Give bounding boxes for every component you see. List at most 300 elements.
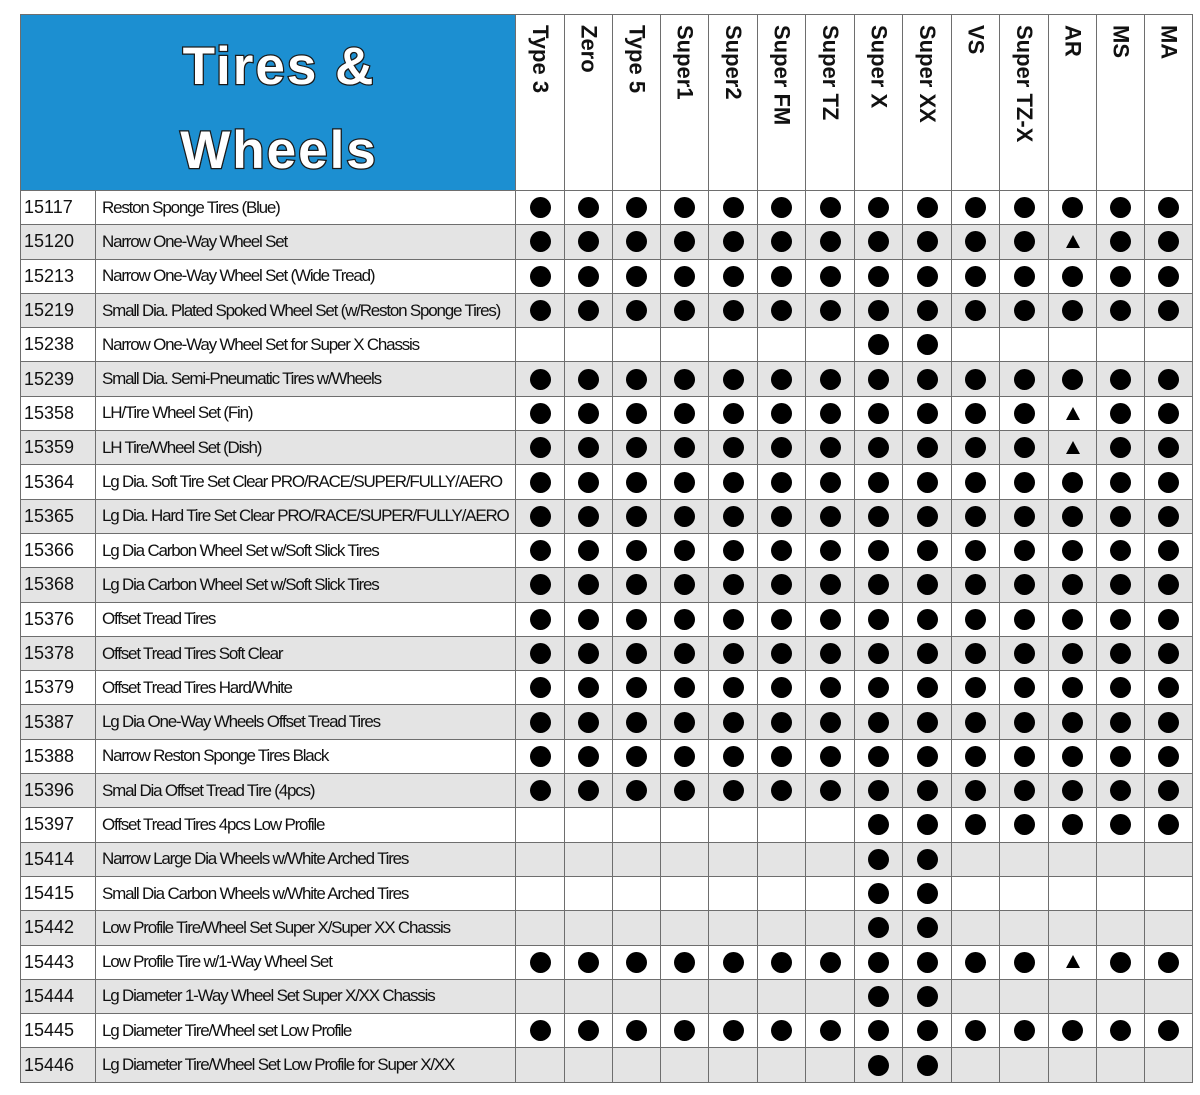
dot-icon [868,952,889,973]
dot-icon [965,197,986,218]
dot-icon [1158,746,1179,767]
compat-cell [1049,533,1097,567]
dot-icon [1110,780,1131,801]
compat-cell [709,191,758,225]
compat-cell [903,328,952,362]
compat-cell [903,533,952,567]
dot-icon [771,1020,792,1041]
compat-cell [661,568,709,602]
dot-icon [917,540,938,561]
compat-cell [758,842,806,876]
dot-icon [965,472,986,493]
compat-cell [758,191,806,225]
compat-cell [806,259,855,293]
dot-icon [965,266,986,287]
dot-icon [530,231,551,252]
compat-cell [1145,465,1193,499]
compat-cell [1145,1014,1193,1048]
compat-cell [806,499,855,533]
dot-icon [820,506,841,527]
compat-cell [1049,396,1097,430]
dot-icon [1062,266,1083,287]
compat-cell [903,979,952,1013]
dot-icon [965,780,986,801]
dot-icon [868,197,889,218]
compat-cell [709,979,758,1013]
dot-icon [626,231,647,252]
dot-icon [917,300,938,321]
compat-cell [613,568,661,602]
dot-icon [674,403,695,424]
compat-cell [806,1048,855,1082]
compat-cell [855,568,903,602]
compat-cell [806,911,855,945]
compat-cell [903,808,952,842]
model-header-super-xx [903,15,952,191]
compat-cell [952,671,1000,705]
dot-icon [723,1020,744,1041]
dot-icon [868,814,889,835]
compat-cell [516,362,565,396]
compat-cell [1145,362,1193,396]
dot-icon [1062,506,1083,527]
triangle-icon [1066,235,1080,248]
dot-icon [578,369,599,390]
compat-cell [1097,808,1145,842]
dot-icon [868,369,889,390]
compat-cell [613,259,661,293]
dot-icon [674,746,695,767]
dot-icon [1158,540,1179,561]
triangle-icon [1066,407,1080,420]
compat-cell [709,293,758,327]
part-name: Small Dia. Semi-Pneumatic Tires w/Wheels [96,362,516,396]
compat-cell [661,465,709,499]
dot-icon [1158,1020,1179,1041]
compat-cell [1049,671,1097,705]
compat-cell [1049,979,1097,1013]
part-name: Narrow Reston Sponge Tires Black [96,739,516,773]
compat-cell [903,568,952,602]
compat-cell [1145,774,1193,808]
table-row [21,396,1193,430]
table-row [21,739,1193,773]
compat-cell [855,602,903,636]
dot-icon [771,780,792,801]
model-header-zero [565,15,613,191]
compat-cell [1049,259,1097,293]
dot-icon [1062,677,1083,698]
compat-cell [565,979,613,1013]
compat-cell [1145,328,1193,362]
dot-icon [820,540,841,561]
dot-icon [578,266,599,287]
compat-cell [758,1048,806,1082]
compat-cell [661,671,709,705]
dot-icon [1158,197,1179,218]
part-name: Small Dia Carbon Wheels w/White Arched Tires [96,876,516,910]
dot-icon [771,540,792,561]
dot-icon [626,369,647,390]
compat-cell [855,705,903,739]
compat-cell [855,499,903,533]
compat-cell [565,293,613,327]
dot-icon [868,883,889,904]
table-row [21,191,1193,225]
dot-icon [917,643,938,664]
compat-cell [1000,876,1049,910]
dot-icon [578,780,599,801]
part-name: Lg Dia. Hard Tire Set Clear PRO/RACE/SUPER/FULLY/AERO [96,499,516,533]
dot-icon [820,403,841,424]
part-name: LH/Tire Wheel Set (Fin) [96,396,516,430]
dot-icon [917,780,938,801]
compat-cell [903,636,952,670]
dot-icon [1110,677,1131,698]
part-name: Reston Sponge Tires (Blue) [96,191,516,225]
compat-cell [903,1048,952,1082]
compat-cell [855,191,903,225]
dot-icon [530,677,551,698]
table-row [21,774,1193,808]
part-number: 15358 [21,396,96,430]
dot-icon [674,1020,695,1041]
compat-cell [1145,568,1193,602]
compat-cell [1145,259,1193,293]
compat-cell [903,191,952,225]
compat-cell [1145,533,1193,567]
compat-cell [806,671,855,705]
part-number: 15443 [21,945,96,979]
dot-icon [1110,746,1131,767]
dot-icon [530,540,551,561]
compat-cell [952,533,1000,567]
compat-cell [758,636,806,670]
model-header-super-tz-x [1000,15,1049,191]
dot-icon [1158,231,1179,252]
dot-icon [578,609,599,630]
table-row [21,808,1193,842]
table-row [21,293,1193,327]
dot-icon [868,300,889,321]
dot-icon [723,780,744,801]
compat-cell [709,842,758,876]
dot-icon [1014,266,1035,287]
compat-cell [806,602,855,636]
part-number: 15117 [21,191,96,225]
compat-cell [855,671,903,705]
compat-cell [952,499,1000,533]
dot-icon [626,403,647,424]
part-number: 15388 [21,739,96,773]
compat-cell [613,499,661,533]
compat-cell [709,465,758,499]
compat-cell [758,362,806,396]
dot-icon [917,403,938,424]
dot-icon [1014,540,1035,561]
compat-cell [1000,465,1049,499]
compat-cell [709,1048,758,1082]
dot-icon [1062,643,1083,664]
table-row [21,465,1193,499]
dot-icon [820,677,841,698]
part-number: 15414 [21,842,96,876]
compat-cell [613,533,661,567]
compat-cell [952,328,1000,362]
compat-cell [952,842,1000,876]
compat-cell [1000,568,1049,602]
compat-cell [613,362,661,396]
dot-icon [1062,814,1083,835]
compat-cell [1049,739,1097,773]
dot-icon [771,952,792,973]
compat-cell [903,499,952,533]
dot-icon [674,780,695,801]
compat-cell [613,1048,661,1082]
dot-icon [820,746,841,767]
compat-cell [952,465,1000,499]
compat-cell [565,568,613,602]
dot-icon [1110,472,1131,493]
compat-cell [565,328,613,362]
compat-cell [565,1014,613,1048]
dot-icon [868,746,889,767]
compat-cell [1000,328,1049,362]
dot-icon [868,540,889,561]
part-name: Lg Dia. Soft Tire Set Clear PRO/RACE/SUPER/FULLY/AERO [96,465,516,499]
compat-cell [1000,945,1049,979]
table-row [21,362,1193,396]
dot-icon [530,643,551,664]
dot-icon [530,574,551,595]
compat-cell [758,808,806,842]
compat-cell [516,225,565,259]
compat-cell [516,671,565,705]
dot-icon [578,540,599,561]
compat-cell [952,979,1000,1013]
compat-cell [709,636,758,670]
dot-icon [1014,677,1035,698]
dot-icon [723,197,744,218]
compat-cell [1145,396,1193,430]
compat-cell [758,671,806,705]
dot-icon [674,643,695,664]
part-name: Low Profile Tire w/1-Way Wheel Set [96,945,516,979]
compat-cell [565,774,613,808]
part-number: 15387 [21,705,96,739]
dot-icon [868,472,889,493]
triangle-icon [1066,441,1080,454]
dot-icon [530,609,551,630]
dot-icon [674,540,695,561]
compat-cell [855,774,903,808]
compat-cell [1097,499,1145,533]
model-label: Type 5 [624,25,650,94]
compat-cell [855,1048,903,1082]
dot-icon [674,952,695,973]
model-header-ma [1145,15,1193,191]
compat-cell [1000,808,1049,842]
compat-cell [1000,431,1049,465]
dot-icon [917,917,938,938]
compat-cell [1049,705,1097,739]
dot-icon [868,1055,889,1076]
compat-cell [1097,876,1145,910]
dot-icon [1014,437,1035,458]
compat-cell [1097,259,1145,293]
dot-icon [674,437,695,458]
dot-icon [723,472,744,493]
compat-cell [661,842,709,876]
dot-icon [1158,952,1179,973]
dot-icon [1158,437,1179,458]
dot-icon [723,369,744,390]
dot-icon [917,1055,938,1076]
compat-cell [855,362,903,396]
compat-cell [1000,533,1049,567]
compat-cell [1145,636,1193,670]
dot-icon [965,300,986,321]
compat-cell [758,396,806,430]
part-name: Lg Dia Carbon Wheel Set w/Soft Slick Tires [96,533,516,567]
part-name: LH Tire/Wheel Set (Dish) [96,431,516,465]
dot-icon [626,266,647,287]
compat-cell [855,842,903,876]
compat-cell [1145,225,1193,259]
dot-icon [578,574,599,595]
dot-icon [530,1020,551,1041]
model-header-type-5 [613,15,661,191]
compat-cell [661,293,709,327]
dot-icon [626,506,647,527]
compat-cell [855,259,903,293]
model-label: Super TZ-X [1012,25,1037,143]
compat-cell [516,876,565,910]
dot-icon [530,712,551,733]
compat-cell [661,876,709,910]
compat-cell [516,602,565,636]
part-number: 15366 [21,533,96,567]
dot-icon [578,437,599,458]
dot-icon [1014,197,1035,218]
compat-cell [1097,328,1145,362]
compat-cell [855,979,903,1013]
compat-cell [613,705,661,739]
compat-cell [1145,1048,1193,1082]
dot-icon [820,266,841,287]
compat-cell [516,396,565,430]
model-label: VS [963,25,989,55]
dot-icon [820,231,841,252]
compat-cell [952,636,1000,670]
compat-cell [903,602,952,636]
compat-cell [565,705,613,739]
dot-icon [578,300,599,321]
dot-icon [771,643,792,664]
part-number: 15376 [21,602,96,636]
dot-icon [723,643,744,664]
model-header-ar [1049,15,1097,191]
part-number: 15396 [21,774,96,808]
compat-cell [758,328,806,362]
dot-icon [820,574,841,595]
dot-icon [820,369,841,390]
dot-icon [1062,712,1083,733]
compat-cell [903,774,952,808]
dot-icon [771,300,792,321]
dot-icon [820,609,841,630]
model-label: Super1 [672,25,698,100]
compat-cell [903,431,952,465]
compat-cell [661,533,709,567]
compat-cell [516,1014,565,1048]
table-row [21,671,1193,705]
compat-cell [1049,911,1097,945]
compat-cell [952,705,1000,739]
dot-icon [1062,1020,1083,1041]
compat-cell [855,911,903,945]
compat-cell [1145,602,1193,636]
compat-cell [565,225,613,259]
compat-cell [709,396,758,430]
part-number: 15239 [21,362,96,396]
compat-cell [1145,842,1193,876]
dot-icon [1158,266,1179,287]
compat-cell [1000,739,1049,773]
dot-icon [578,952,599,973]
dot-icon [820,712,841,733]
dot-icon [674,300,695,321]
compat-cell [758,293,806,327]
dot-icon [1110,231,1131,252]
part-name: Lg Dia One-Way Wheels Offset Tread Tires [96,705,516,739]
dot-icon [530,746,551,767]
dot-icon [1014,472,1035,493]
dot-icon [1158,300,1179,321]
compat-cell [1049,431,1097,465]
compat-cell [1049,568,1097,602]
dot-icon [771,609,792,630]
compat-cell [1097,293,1145,327]
compat-cell [516,431,565,465]
dot-icon [917,1020,938,1041]
table-row [21,876,1193,910]
dot-icon [1110,643,1131,664]
compat-cell [1097,465,1145,499]
table-row [21,636,1193,670]
part-number: 15120 [21,225,96,259]
compat-cell [661,705,709,739]
dot-icon [771,746,792,767]
table-row [21,499,1193,533]
compat-cell [1097,431,1145,465]
compat-cell [613,671,661,705]
compat-cell [516,328,565,362]
dot-icon [917,506,938,527]
dot-icon [868,574,889,595]
compat-cell [806,293,855,327]
dot-icon [917,334,938,355]
compat-cell [806,1014,855,1048]
dot-icon [578,506,599,527]
dot-icon [530,780,551,801]
compat-cell [758,602,806,636]
compat-cell [1049,636,1097,670]
compat-cell [1000,774,1049,808]
dot-icon [1110,266,1131,287]
dot-icon [1014,712,1035,733]
dot-icon [820,437,841,458]
